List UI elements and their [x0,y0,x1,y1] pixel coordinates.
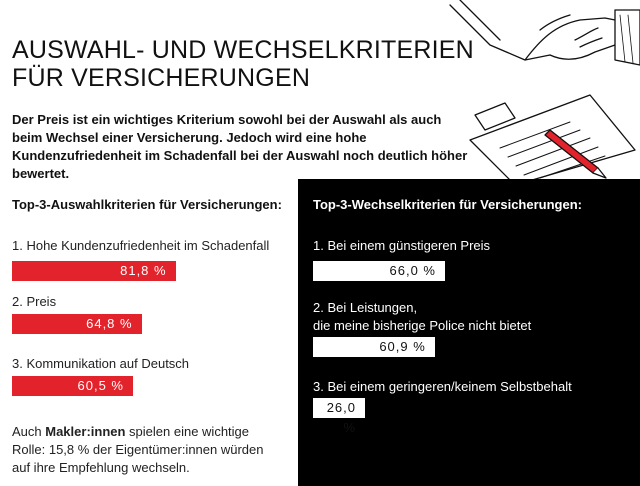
selection-label-3: 3. Kommunikation auf Deutsch [12,356,190,371]
switch-bar-1 [313,261,445,281]
note-bold: Makler:innen [45,424,126,439]
selection-bar-1 [12,261,176,281]
note-rest: spielen eine wichtige Rolle: 15,8 % der Eigentümer:innen würden auf ihre Empfehlung wechseln. [12,424,264,475]
title-line-1: AUSWAHL- UND WECHSELKRITERIEN [12,36,474,64]
selection-bar-3 [12,376,133,396]
switch-value-3: 26,0 % [326,400,356,435]
selection-value-1: 81,8 % [120,263,167,278]
switch-bar-3 [313,398,365,435]
selection-label-2: 2. Preis [12,294,57,309]
intro-text: Der Preis ist ein wichtiges Kriterium sowohl bei der Auswahl als auch beim Wechsel einer Versicherung. Jedoch wird eine hohe Kundenzufriedenheit im Schadenfall bei der Auswahl noch deutlich höher bewertet. [12,112,468,181]
selection-label-1: 1. Hohe Kundenzufriedenheit im Schadenfall [12,238,270,253]
switch-label-2-line-1: 2. Bei Leistungen, [313,300,418,315]
page-title [12,36,474,92]
switch-value-1: 66,0 % [389,263,436,278]
selection-value-3: 60,5 % [77,378,124,393]
switch-label-1: 1. Bei einem günstigeren Preis [313,238,491,253]
selection-value-2: 64,8 % [86,316,133,331]
switch-label-3: 3. Bei einem geringeren/keinem Selbstbehalt [313,379,572,394]
title-line-2: FÜR VERSICHERUNGEN [12,64,311,92]
selection-chart-title: Top-3-Auswahlkriterien für Versicherungen: [12,197,282,212]
switch-value-2: 60,9 % [379,339,426,354]
selection-bar-2 [12,314,142,334]
handshake-icon [450,0,640,65]
note-prefix: Auch [12,424,46,439]
broker-note [12,423,272,477]
switch-label-2-line-2: die meine bisherige Police nicht bietet [313,318,532,333]
switch-bar-2 [313,337,435,357]
switch-chart-title: Top-3-Wechselkriterien für Versicherungen: [313,197,582,212]
